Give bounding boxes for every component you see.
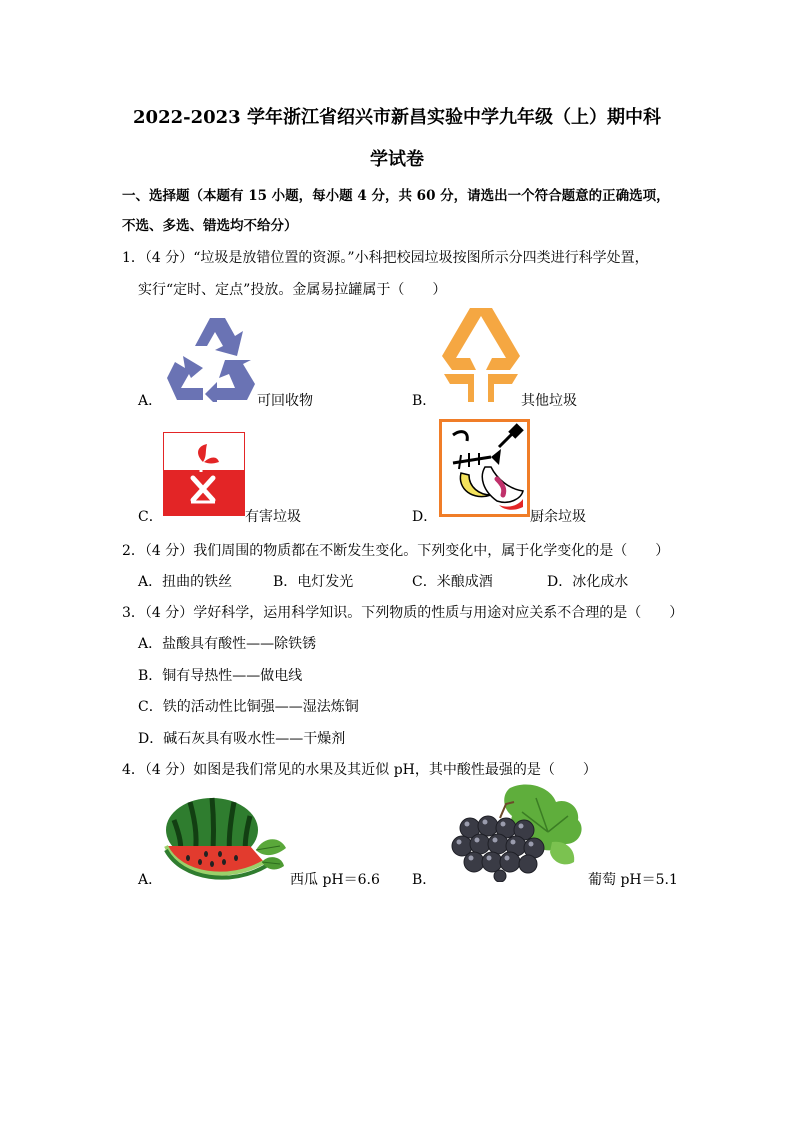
q1-option-b-letter: B． bbox=[412, 393, 437, 409]
q1-option-b-label: 其他垃圾 bbox=[521, 393, 577, 409]
q3-option-d: D．碱石灰具有吸水性——干燥剂 bbox=[138, 731, 346, 747]
recycle-icon bbox=[163, 316, 257, 402]
q2-stem: 2．（4 分）我们周围的物质都在不断发生变化。下列变化中，属于化学变化的是（ ） bbox=[122, 543, 670, 559]
q1-option-c-letter: C． bbox=[138, 509, 163, 525]
q4-stem: 4．（4 分）如图是我们常见的水果及其近似 pH，其中酸性最强的是（ ） bbox=[122, 762, 597, 778]
q4-option-a-label: 西瓜 pH＝6.6 bbox=[290, 872, 380, 888]
paper-title-line2: 学试卷 bbox=[370, 149, 424, 170]
q1-option-d-label: 厨余垃圾 bbox=[530, 509, 586, 525]
q2-option-c: C．米酿成酒 bbox=[412, 574, 493, 590]
q2-option-a: A．扭曲的铁丝 bbox=[138, 574, 233, 590]
kitchen-waste-icon bbox=[439, 419, 530, 517]
grapes-image bbox=[440, 782, 588, 882]
paper-title-line1: 2022-2023 学年浙江省绍兴市新昌实验中学九年级（上）期中科 bbox=[133, 107, 661, 128]
section-heading-line2: 不选、多选、错选均不给分） bbox=[122, 218, 298, 234]
hazardous-waste-icon bbox=[163, 432, 245, 516]
q2-option-d: D．冰化成水 bbox=[547, 574, 629, 590]
q1-option-a-label: 可回收物 bbox=[257, 393, 313, 409]
q4-option-b-letter: B． bbox=[412, 872, 437, 888]
q2-option-b: B．电灯发光 bbox=[273, 574, 354, 590]
q3-option-c: C．铁的活动性比铜强——湿法炼铜 bbox=[138, 699, 359, 715]
q3-stem: 3．（4 分）学好科学，运用科学知识。下列物质的性质与用途对应关系不合理的是（ ） bbox=[122, 605, 684, 621]
watermelon-image bbox=[160, 796, 290, 880]
q1-option-c-label: 有害垃圾 bbox=[245, 509, 301, 525]
q1-stem-line2: 实行“定时、定点”投放。金属易拉罐属于（ ） bbox=[138, 282, 447, 298]
q3-option-a: A．盐酸具有酸性——除铁锈 bbox=[138, 636, 317, 652]
other-waste-icon bbox=[440, 306, 522, 402]
q3-option-b: B．铜有导热性——做电线 bbox=[138, 668, 303, 684]
q1-stem-line1: 1．（4 分）“垃圾是放错位置的资源。”小科把校园垃圾按图所示分四类进行科学处置， bbox=[122, 250, 649, 266]
q1-option-a-letter: A． bbox=[138, 393, 163, 409]
q4-option-a-letter: A． bbox=[138, 872, 163, 888]
section-heading-line1: 一、选择题（本题有 15 小题，每小题 4 分，共 60 分，请选出一个符合题意的正确选项， bbox=[122, 188, 670, 204]
q1-option-d-letter: D． bbox=[412, 509, 438, 525]
q4-option-b-label: 葡萄 pH＝5.1 bbox=[588, 872, 678, 888]
